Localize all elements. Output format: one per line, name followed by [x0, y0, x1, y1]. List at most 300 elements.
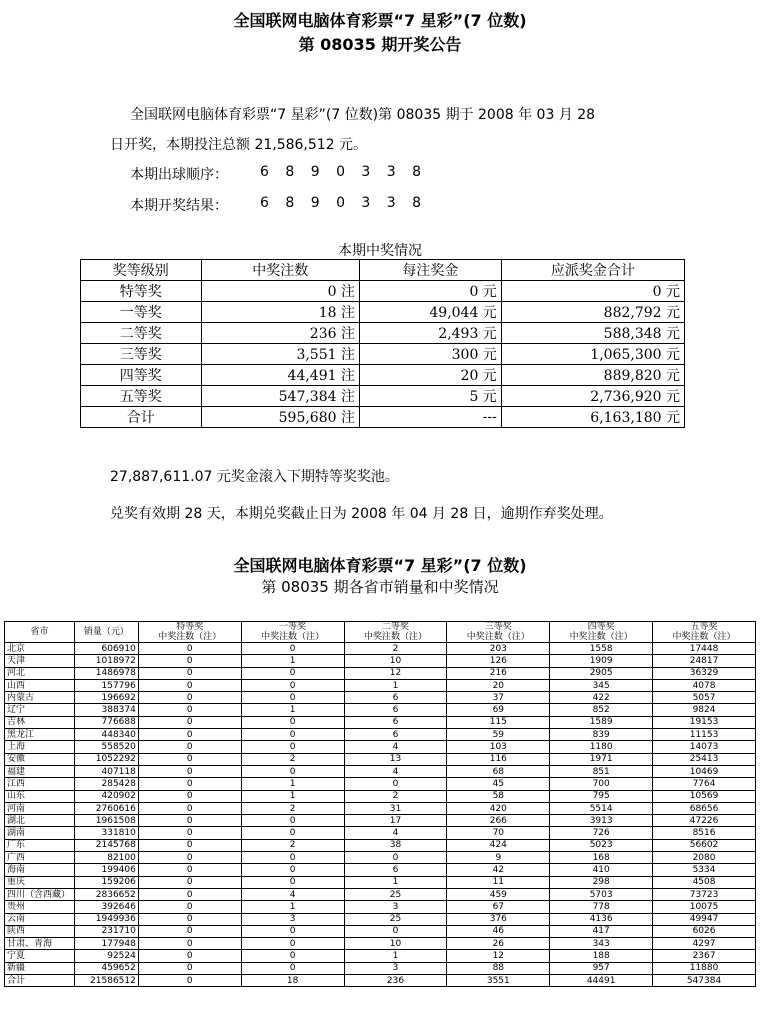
province-header-text: 中奖注数（注） — [261, 632, 325, 642]
province-cell: 851 — [550, 765, 653, 777]
province-row — [5, 913, 756, 925]
draw-result-label: 本期开奖结果： — [130, 198, 228, 214]
province-cell: 0 — [138, 753, 241, 765]
province-row — [5, 802, 756, 814]
prize-cell: 0 注 — [201, 281, 359, 302]
province-cell: 126 — [447, 655, 550, 667]
prize-cell: 五等奖 — [81, 386, 202, 407]
province-cell: 168 — [550, 852, 653, 864]
province-cell: 177948 — [74, 938, 138, 950]
province-header-cell — [241, 622, 344, 643]
province-cell: 0 — [138, 815, 241, 827]
prize-header-cell: 应派奖金合计 — [501, 260, 684, 281]
province-cell: 2145768 — [74, 839, 138, 851]
prize-cell: 合计 — [81, 407, 202, 428]
province-name: 重庆 — [5, 876, 75, 888]
province-header-cell — [344, 622, 447, 643]
province-row — [5, 839, 756, 851]
province-cell: 68656 — [653, 802, 756, 814]
prize-row — [81, 344, 685, 365]
province-header-text: 销量（元） — [83, 627, 129, 637]
province-cell: 67 — [447, 901, 550, 913]
province-cell: 0 — [344, 778, 447, 790]
prize-row — [81, 365, 685, 386]
province-cell: 285428 — [74, 778, 138, 790]
province-cell: 0 — [138, 729, 241, 741]
province-cell: 69 — [447, 704, 550, 716]
province-cell: 5703 — [550, 888, 653, 900]
draw-order-value: 6 8 9 0 3 3 8 — [260, 164, 428, 180]
province-name: 海南 — [5, 864, 75, 876]
province-name: 安徽 — [5, 753, 75, 765]
province-cell: 2836652 — [74, 888, 138, 900]
province-header-cell — [74, 622, 138, 643]
province-cell: 19153 — [653, 716, 756, 728]
province-cell: 0 — [138, 950, 241, 962]
province-row — [5, 962, 756, 974]
province-header-text: 中奖注数（注） — [158, 632, 222, 642]
province-header-text: 特等奖 — [176, 622, 204, 632]
prize-row — [81, 386, 685, 407]
province-cell: 1 — [344, 876, 447, 888]
province-row — [5, 815, 756, 827]
province-cell: 2905 — [550, 667, 653, 679]
province-cell: 0 — [138, 888, 241, 900]
province-cell: 0 — [138, 667, 241, 679]
prize-row — [81, 302, 685, 323]
province-cell: 4078 — [653, 679, 756, 691]
province-name: 河南 — [5, 802, 75, 814]
province-cell: 44491 — [550, 975, 653, 987]
province-cell: 5334 — [653, 864, 756, 876]
province-cell: 12 — [344, 667, 447, 679]
announcement-title: 全国联网电脑体育彩票“7 星彩”(7 位数) — [233, 11, 527, 30]
province-cell: 459 — [447, 888, 550, 900]
province-name: 合计 — [5, 975, 75, 987]
province-cell: 1558 — [550, 643, 653, 655]
province-cell: 25413 — [653, 753, 756, 765]
province-cell: 422 — [550, 692, 653, 704]
province-cell: 17 — [344, 815, 447, 827]
province-cell: 6026 — [653, 925, 756, 937]
province-cell: 4136 — [550, 913, 653, 925]
province-cell: 547384 — [653, 975, 756, 987]
province-cell: 606910 — [74, 643, 138, 655]
province-cell: 0 — [241, 962, 344, 974]
province-header-text: 省市 — [30, 627, 49, 637]
province-cell: 1 — [241, 655, 344, 667]
pool-note: 27,887,611.07 元奖金滚入下期特等奖奖池。 — [110, 469, 399, 485]
province-cell: 11 — [447, 876, 550, 888]
province-cell: 236 — [344, 975, 447, 987]
province-cell: 0 — [138, 864, 241, 876]
province-cell: 0 — [241, 643, 344, 655]
province-cell: 13 — [344, 753, 447, 765]
province-cell: 196692 — [74, 692, 138, 704]
province-name: 上海 — [5, 741, 75, 753]
province-name: 福建 — [5, 765, 75, 777]
prize-table-header — [81, 260, 685, 281]
province-cell: 6 — [344, 692, 447, 704]
redeem-note: 兑奖有效期 28 天，本期兑奖截止日为 2008 年 04 月 28 日，逾期作弃奖处理。 — [110, 506, 613, 522]
province-cell: 2 — [241, 802, 344, 814]
province-cell: 73723 — [653, 888, 756, 900]
province-cell: 0 — [241, 729, 344, 741]
province-cell: 1589 — [550, 716, 653, 728]
province-cell: 7764 — [653, 778, 756, 790]
province-cell: 388374 — [74, 704, 138, 716]
intro-line-1: 全国联网电脑体育彩票“7 星彩”(7 位数)第 08035 期于 2008 年 03 月 28 — [130, 107, 596, 123]
prize-cell: 三等奖 — [81, 344, 202, 365]
province-cell: 778 — [550, 901, 653, 913]
province-header-text: 三等奖 — [484, 622, 512, 632]
province-cell: 0 — [138, 852, 241, 864]
province-cell: 776688 — [74, 716, 138, 728]
province-cell: 407118 — [74, 765, 138, 777]
province-cell: 0 — [138, 802, 241, 814]
province-cell: 2367 — [653, 950, 756, 962]
province-cell: 42 — [447, 864, 550, 876]
province-name: 河北 — [5, 667, 75, 679]
province-name: 贵州 — [5, 901, 75, 913]
prize-cell: 49,044 元 — [359, 302, 501, 323]
province-cell: 36329 — [653, 667, 756, 679]
prize-cell: 236 注 — [201, 323, 359, 344]
province-cell: 417 — [550, 925, 653, 937]
province-cell: 0 — [138, 839, 241, 851]
province-row — [5, 975, 756, 987]
province-cell: 0 — [241, 716, 344, 728]
province-row — [5, 765, 756, 777]
province-cell: 0 — [138, 790, 241, 802]
province-row — [5, 864, 756, 876]
province-cell: 424 — [447, 839, 550, 851]
province-name: 四川（含西藏） — [5, 888, 75, 900]
province-header-text: 五等奖 — [690, 622, 718, 632]
prize-cell: 3,551 注 — [201, 344, 359, 365]
province-cell: 8516 — [653, 827, 756, 839]
province-cell: 266 — [447, 815, 550, 827]
province-cell: 24817 — [653, 655, 756, 667]
province-cell: 0 — [138, 704, 241, 716]
province-row — [5, 827, 756, 839]
province-cell: 0 — [138, 901, 241, 913]
province-row — [5, 741, 756, 753]
province-row — [5, 925, 756, 937]
province-row — [5, 852, 756, 864]
province-name: 湖北 — [5, 815, 75, 827]
province-cell: 1 — [241, 704, 344, 716]
province-row — [5, 692, 756, 704]
province-cell: 298 — [550, 876, 653, 888]
province-cell: 1971 — [550, 753, 653, 765]
prize-cell: 6,163,180 元 — [501, 407, 684, 428]
province-cell: 0 — [138, 925, 241, 937]
province-cell: 49947 — [653, 913, 756, 925]
province-cell: 216 — [447, 667, 550, 679]
province-header-text: 二等奖 — [381, 622, 409, 632]
province-cell: 392646 — [74, 901, 138, 913]
province-cell: 4 — [241, 888, 344, 900]
prize-cell: --- — [359, 407, 501, 428]
prize-cell: 四等奖 — [81, 365, 202, 386]
province-cell: 5057 — [653, 692, 756, 704]
province-cell: 0 — [241, 950, 344, 962]
province-name: 甘肃、青海 — [5, 938, 75, 950]
prize-cell: 20 元 — [359, 365, 501, 386]
province-cell: 199406 — [74, 864, 138, 876]
province-header-text: 中奖注数（注） — [466, 632, 530, 642]
province-cell: 700 — [550, 778, 653, 790]
province-cell: 58 — [447, 790, 550, 802]
province-cell: 1052292 — [74, 753, 138, 765]
province-cell: 0 — [138, 679, 241, 691]
province-cell: 3913 — [550, 815, 653, 827]
province-cell: 46 — [447, 925, 550, 937]
province-cell: 37 — [447, 692, 550, 704]
province-cell: 10469 — [653, 765, 756, 777]
province-cell: 92524 — [74, 950, 138, 962]
province-cell: 0 — [138, 913, 241, 925]
province-cell: 31 — [344, 802, 447, 814]
province-cell: 0 — [138, 778, 241, 790]
province-cell: 0 — [138, 876, 241, 888]
province-name: 新疆 — [5, 962, 75, 974]
prize-row — [81, 281, 685, 302]
province-header-cell — [550, 622, 653, 643]
province-cell: 4 — [344, 765, 447, 777]
province-row — [5, 790, 756, 802]
province-cell: 21586512 — [74, 975, 138, 987]
province-name: 辽宁 — [5, 704, 75, 716]
province-cell: 70 — [447, 827, 550, 839]
province-cell: 0 — [138, 962, 241, 974]
prize-cell: 882,792 元 — [501, 302, 684, 323]
province-name: 云南 — [5, 913, 75, 925]
province-row — [5, 667, 756, 679]
province-cell: 2 — [344, 790, 447, 802]
province-cell: 68 — [447, 765, 550, 777]
province-row — [5, 778, 756, 790]
province-cell: 88 — [447, 962, 550, 974]
draw-order-label: 本期出球顺序： — [130, 167, 228, 183]
province-cell: 38 — [344, 839, 447, 851]
province-cell: 726 — [550, 827, 653, 839]
province-header-text: 一等奖 — [279, 622, 307, 632]
province-cell: 0 — [241, 864, 344, 876]
prize-row — [81, 323, 685, 344]
province-sales-table — [4, 621, 756, 987]
province-cell: 420902 — [74, 790, 138, 802]
province-cell: 0 — [241, 765, 344, 777]
province-row — [5, 655, 756, 667]
province-cell: 1961508 — [74, 815, 138, 827]
province-cell: 1 — [344, 679, 447, 691]
province-cell: 56602 — [653, 839, 756, 851]
province-cell: 14073 — [653, 741, 756, 753]
province-header-cell — [138, 622, 241, 643]
province-cell: 6 — [344, 716, 447, 728]
province-cell: 45 — [447, 778, 550, 790]
province-header-cell — [447, 622, 550, 643]
prize-cell: 一等奖 — [81, 302, 202, 323]
prize-cell: 2,736,920 元 — [501, 386, 684, 407]
province-cell: 115 — [447, 716, 550, 728]
province-cell: 0 — [241, 938, 344, 950]
province-cell: 1 — [344, 950, 447, 962]
province-cell: 0 — [241, 692, 344, 704]
province-cell: 3551 — [447, 975, 550, 987]
province-cell: 1909 — [550, 655, 653, 667]
province-cell: 0 — [138, 716, 241, 728]
intro-line-2: 日开奖，本期投注总额 21,586,512 元。 — [110, 137, 368, 153]
province-cell: 20 — [447, 679, 550, 691]
province-cell: 0 — [241, 827, 344, 839]
province-cell: 59 — [447, 729, 550, 741]
province-header-text: 中奖注数（注） — [569, 632, 633, 642]
prize-cell: 二等奖 — [81, 323, 202, 344]
prize-row — [81, 407, 685, 428]
province-cell: 459652 — [74, 962, 138, 974]
province-header-text: 中奖注数（注） — [363, 632, 427, 642]
province-cell: 17448 — [653, 643, 756, 655]
province-cell: 1 — [241, 901, 344, 913]
province-cell: 1018972 — [74, 655, 138, 667]
province-cell: 25 — [344, 913, 447, 925]
province-header-cell — [653, 622, 756, 643]
province-cell: 25 — [344, 888, 447, 900]
province-cell: 0 — [344, 925, 447, 937]
prize-cell: 18 注 — [201, 302, 359, 323]
province-cell: 1486978 — [74, 667, 138, 679]
province-cell: 6 — [344, 729, 447, 741]
province-header-text: 中奖注数（注） — [672, 632, 736, 642]
province-cell: 0 — [241, 876, 344, 888]
province-cell: 231710 — [74, 925, 138, 937]
province-name: 北京 — [5, 643, 75, 655]
prize-cell: 300 元 — [359, 344, 501, 365]
province-cell: 4508 — [653, 876, 756, 888]
prize-cell: 547,384 注 — [201, 386, 359, 407]
province-cell: 4297 — [653, 938, 756, 950]
province-cell: 4 — [344, 827, 447, 839]
province-name: 天津 — [5, 655, 75, 667]
prize-cell: 特等奖 — [81, 281, 202, 302]
province-cell: 852 — [550, 704, 653, 716]
province-name: 山东 — [5, 790, 75, 802]
province-cell: 343 — [550, 938, 653, 950]
province-cell: 10569 — [653, 790, 756, 802]
province-cell: 448340 — [74, 729, 138, 741]
province-row — [5, 901, 756, 913]
province-cell: 0 — [138, 741, 241, 753]
province-cell: 0 — [241, 667, 344, 679]
section-subtitle: 第 08035 期各省市销量和中奖情况 — [261, 578, 499, 596]
province-cell: 157796 — [74, 679, 138, 691]
province-cell: 2760616 — [74, 802, 138, 814]
province-cell: 11153 — [653, 729, 756, 741]
province-row — [5, 753, 756, 765]
province-table-header — [5, 622, 756, 643]
province-row — [5, 643, 756, 655]
prize-cell: 588,348 元 — [501, 323, 684, 344]
prize-cell: 595,680 注 — [201, 407, 359, 428]
province-cell: 1 — [241, 790, 344, 802]
province-cell: 795 — [550, 790, 653, 802]
province-cell: 0 — [241, 925, 344, 937]
prize-cell: 5 元 — [359, 386, 501, 407]
province-cell: 410 — [550, 864, 653, 876]
province-cell: 6 — [344, 864, 447, 876]
province-name: 广西 — [5, 852, 75, 864]
prize-header-cell: 奖等级别 — [81, 260, 202, 281]
prize-cell: 1,065,300 元 — [501, 344, 684, 365]
province-cell: 9 — [447, 852, 550, 864]
prize-cell: 2,493 元 — [359, 323, 501, 344]
province-cell: 3 — [241, 913, 344, 925]
prize-header-cell: 中奖注数 — [201, 260, 359, 281]
province-cell: 26 — [447, 938, 550, 950]
province-cell: 2 — [241, 753, 344, 765]
province-row — [5, 704, 756, 716]
province-cell: 3 — [344, 901, 447, 913]
province-cell: 10075 — [653, 901, 756, 913]
province-cell: 0 — [138, 938, 241, 950]
province-row — [5, 716, 756, 728]
province-row — [5, 679, 756, 691]
prize-table-caption: 本期中奖情况 — [338, 243, 422, 259]
province-row — [5, 950, 756, 962]
province-name: 内蒙古 — [5, 692, 75, 704]
province-name: 黑龙江 — [5, 729, 75, 741]
province-cell: 0 — [138, 827, 241, 839]
province-cell: 0 — [241, 741, 344, 753]
province-cell: 0 — [344, 852, 447, 864]
prize-cell: 0 元 — [501, 281, 684, 302]
province-cell: 1 — [241, 778, 344, 790]
province-cell: 957 — [550, 962, 653, 974]
prize-cell: 44,491 注 — [201, 365, 359, 386]
province-cell: 0 — [138, 765, 241, 777]
province-cell: 0 — [138, 692, 241, 704]
province-cell: 47226 — [653, 815, 756, 827]
province-name: 吉林 — [5, 716, 75, 728]
province-cell: 116 — [447, 753, 550, 765]
province-cell: 0 — [241, 679, 344, 691]
province-cell: 3 — [344, 962, 447, 974]
province-cell: 82100 — [74, 852, 138, 864]
section-title: 全国联网电脑体育彩票“7 星彩”(7 位数) — [233, 556, 527, 575]
province-cell: 331810 — [74, 827, 138, 839]
province-cell: 5514 — [550, 802, 653, 814]
province-cell: 1949936 — [74, 913, 138, 925]
province-header-cell — [5, 622, 75, 643]
province-cell: 1180 — [550, 741, 653, 753]
province-cell: 4 — [344, 741, 447, 753]
province-row — [5, 938, 756, 950]
province-cell: 10 — [344, 655, 447, 667]
province-cell: 10 — [344, 938, 447, 950]
province-name: 江西 — [5, 778, 75, 790]
province-row — [5, 876, 756, 888]
province-cell: 0 — [241, 815, 344, 827]
prize-cell: 889,820 元 — [501, 365, 684, 386]
province-cell: 0 — [138, 975, 241, 987]
prize-cell: 0 元 — [359, 281, 501, 302]
province-name: 山西 — [5, 679, 75, 691]
province-cell: 558520 — [74, 741, 138, 753]
province-cell: 18 — [241, 975, 344, 987]
